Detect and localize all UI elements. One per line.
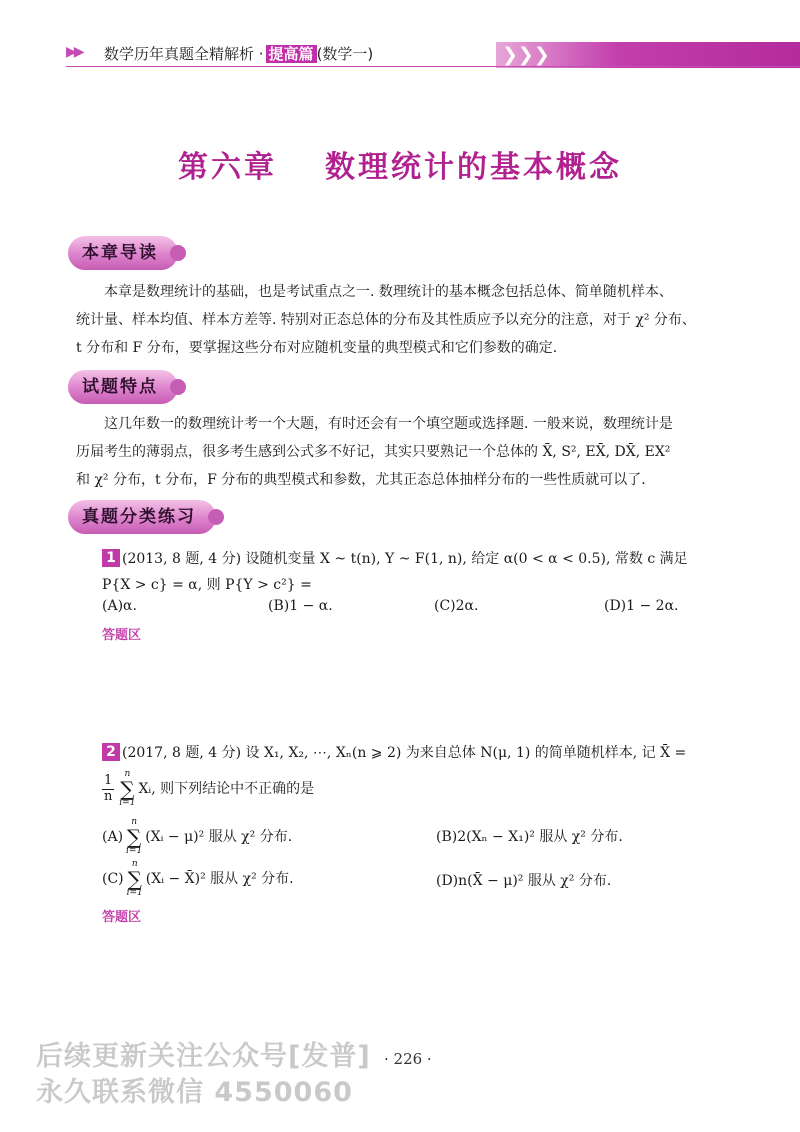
book-level-badge: 提高篇 <box>266 45 317 63</box>
q1-stem: (2013, 8 题, 4 分) 设随机变量 X ~ t(n), Y ~ F(1, n), 给定 α(0 < α < 0.5), 常数 c 满足 <box>122 551 688 567</box>
book-subject: (数学一) <box>316 45 374 63</box>
intro-line-1: 本章是数理统计的基础，也是考试重点之一. 数理统计的基本概念包括总体、简单随机样本、 <box>104 284 673 300</box>
q2-option-b: (B)2(Xₙ − X₁)² 服从 χ² 分布. <box>436 829 623 845</box>
features-line-1: 这几年数一的数理统计考一个大题，有时还会有一个填空题或选择题. 一般来说，数理统计是 <box>104 416 673 432</box>
q2-option-a-summation: n ∑ i=1 <box>126 817 143 856</box>
intro-paragraph <box>76 278 768 362</box>
intro-line-3: t 分布和 F 分布，要掌握这些分布对应随机变量的典型模式和它们参数的确定. <box>76 340 558 356</box>
page-number: · 226 · <box>384 1050 432 1068</box>
q2-stem-tail: Xᵢ, 则下列结论中不正确的是 <box>138 781 315 797</box>
section-tag-intro: 本章导读 <box>68 236 178 270</box>
header-title <box>104 43 373 64</box>
q1-answer-area-label: 答题区 <box>102 628 142 643</box>
chapter-name: 数理统计的基本概念 <box>325 150 622 185</box>
features-line-3: 和 χ² 分布，t 分布，F 分布的典型模式和参数，尤其正态总体抽样分布的一些性质就可以了. <box>76 472 646 488</box>
section-tag-practice: 真题分类练习 <box>68 500 216 534</box>
features-line-2: 历届考生的薄弱点，很多考生感到公式多不好记，其实只要熟记一个总体的 X̄, S², EX̄, DX̄, EX² <box>76 444 671 460</box>
q2-option-d: (D)n(X̄ − μ)² 服从 χ² 分布. <box>436 873 612 889</box>
q2-option-c-summation: n ∑ i=1 <box>126 859 143 898</box>
book-title: 数学历年真题全精解析 · <box>104 45 264 63</box>
q1-option-a: (A)α. <box>102 598 137 614</box>
q1-option-b: (B)1 − α. <box>268 598 333 614</box>
q1-line-1 <box>102 548 688 568</box>
chapter-title <box>0 142 800 186</box>
q2-fraction: $\frac{1}{n}$ <box>103 773 113 804</box>
q2-line-2 <box>102 770 314 808</box>
q2-option-c: (C) n ∑ i=1 (Xᵢ − X̄)² 服从 χ² 分布. <box>102 859 294 898</box>
chapter-number: 第六章 <box>178 150 277 185</box>
q1-line-2: P{X > c} = α, 则 P{Y > c²} = <box>102 577 312 593</box>
features-paragraph <box>76 410 768 494</box>
header-arrows-icon: ▶▶ <box>66 44 82 60</box>
q2-answer-area-label: 答题区 <box>102 910 142 925</box>
intro-line-2: 统计量、样本均值、样本方差等. 特别对正态总体的分布及其性质应予以充分的注意，对于 χ² 分布、 <box>76 312 696 328</box>
watermark-line-1: 后续更新关注公众号[发普] <box>36 1041 371 1072</box>
q2-option-a: (A) n ∑ i=1 (Xᵢ − μ)² 服从 χ² 分布. <box>102 817 293 856</box>
q2-summation: n ∑ i=1 <box>119 769 136 808</box>
q2-number-badge: 2 <box>102 743 120 761</box>
q1-option-c: (C)2α. <box>434 598 479 614</box>
header-decor-bar <box>496 42 800 68</box>
q2-line-1 <box>102 742 686 762</box>
q1-option-d: (D)1 − 2α. <box>604 598 679 614</box>
q2-stem: (2017, 8 题, 4 分) 设 X₁, X₂, ⋯, Xₙ(n ⩾ 2) 为来自总体 N(μ, 1) 的简单随机样本, 记 X̄ = <box>122 745 687 761</box>
q1-number-badge: 1 <box>102 549 120 567</box>
watermark-line-2: 永久联系微信 4550060 <box>36 1077 353 1108</box>
header-divider <box>66 66 800 67</box>
section-tag-features: 试题特点 <box>68 370 178 404</box>
chevron-right-icon: ❯❯❯ <box>502 44 550 66</box>
